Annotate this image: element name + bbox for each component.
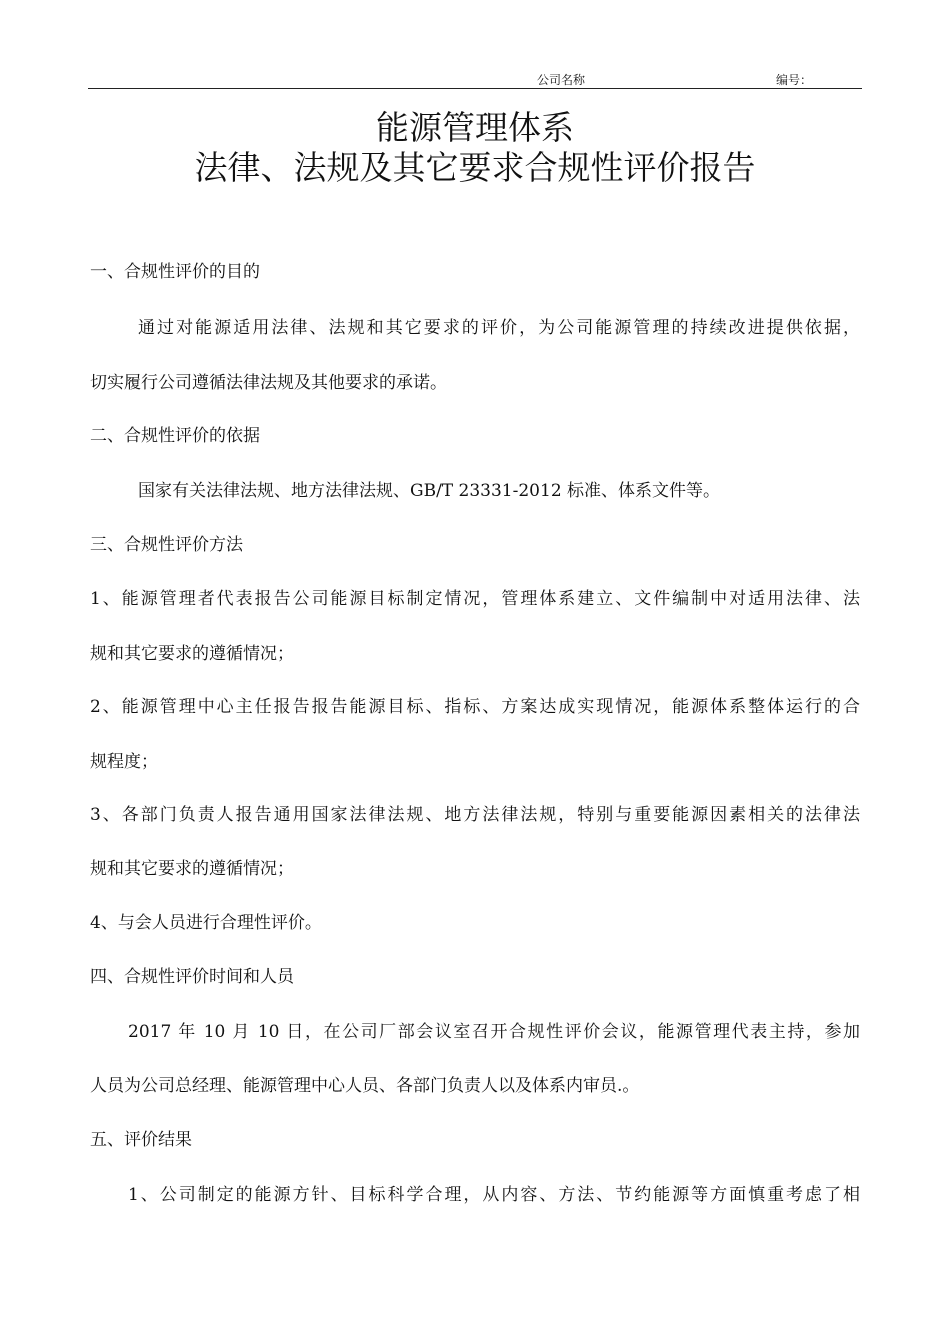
section-3-item-1-line-2: 规和其它要求的遵循情况； [90,644,294,664]
section-3-item-4-line-1: 4、与会人员进行合理性评价。 [90,913,322,933]
section-4-heading: 四、合规性评价时间和人员 [90,967,294,987]
section-3-heading: 三、合规性评价方法 [90,535,243,555]
document-title-line-2: 法律、法规及其它要求合规性评价报告 [194,148,756,187]
section-5-paragraph-line-1: 1、公司制定的能源方针、目标科学合理，从内容、方法、节约能源等方面慎重考虑了相 [128,1185,860,1205]
section-4-paragraph-line-2: 人员为公司总经理、能源管理中心人员、各部门负责人以及体系内审员.。 [90,1076,640,1096]
section-4-paragraph-line-1: 2017 年 10 月 10 日，在公司厂部会议室召开合规性评价会议，能源管理代表主持，参加 [128,1022,860,1042]
document-title-line-1: 能源管理体系 [376,108,574,147]
section-1-paragraph-line-1: 通过对能源适用法律、法规和其它要求的评价，为公司能源管理的持续改进提供依据， [138,318,860,338]
header-document-number-label: 编号： [776,73,813,87]
section-3-item-2-line-2: 规程度； [90,752,158,772]
section-3-item-2-line-1: 2、能源管理中心主任报告报告能源目标、指标、方案达成实现情况，能源体系整体运行的合 [90,697,860,717]
section-1-heading: 一、合规性评价的目的 [90,262,260,282]
section-2-heading: 二、合规性评价的依据 [90,426,260,446]
section-2-paragraph-line-1: 国家有关法律法规、地方法律法规、GB/T 23331-2012 标准、体系文件等。 [138,481,721,501]
section-1-paragraph-line-2: 切实履行公司遵循法律法规及其他要求的承诺。 [90,373,447,393]
section-3-item-1-line-1: 1、能源管理者代表报告公司能源目标制定情况，管理体系建立、文件编制中对适用法律、法 [90,589,860,609]
section-3-item-3-line-2: 规和其它要求的遵循情况； [90,859,294,879]
header-divider [88,88,862,89]
section-3-item-3-line-1: 3、各部门负责人报告通用国家法律法规、地方法律法规，特别与重要能源因素相关的法律法 [90,805,860,825]
section-5-heading: 五、评价结果 [90,1130,192,1150]
header-company-name: 公司名称 [537,73,586,87]
